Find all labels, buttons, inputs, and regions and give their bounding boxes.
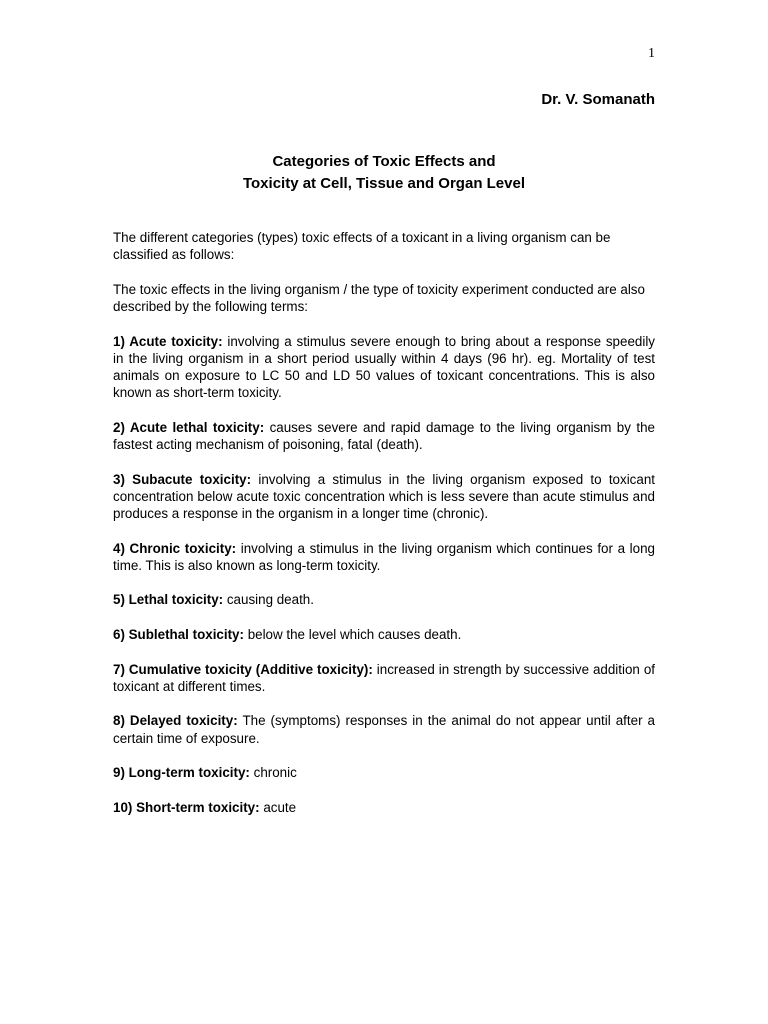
definition-text: involving a stimulus in the living organism which continues for a long time. This is also known as long-term toxicity. — [113, 540, 655, 573]
author-name: Dr. V. Somanath — [541, 91, 655, 108]
definition-subacute-toxicity — [113, 471, 655, 523]
definition-text: involving a stimulus severe enough to bring about a response speedily in the living organism in a short period usually within 4 days (96 hr). eg. Mortality of test animals on exposure to LC 50 and LD 50 values of toxicant concentrations. This is also known as short-term toxicity. — [113, 333, 655, 401]
definition-term: 1) Acute toxicity: — [113, 333, 223, 349]
definition-text: The (symptoms) responses in the animal do not appear until after a certain time of exposure. — [113, 713, 656, 746]
definition-long-term-toxicity — [113, 764, 655, 781]
title-line-1: Categories of Toxic Effects and — [272, 153, 496, 170]
definition-text: causing death. — [226, 592, 314, 608]
definition-term: 10) Short-term toxicity: — [113, 799, 260, 815]
page-number: 1 — [648, 46, 655, 61]
document-body — [113, 229, 655, 833]
definition-term: 5) Lethal toxicity: — [113, 592, 224, 608]
definition-acute-lethal-toxicity — [113, 419, 655, 453]
definition-text: chronic — [253, 765, 297, 781]
definition-short-term-toxicity — [113, 799, 655, 816]
definition-lethal-toxicity — [113, 591, 655, 608]
intro-paragraph-2: The toxic effects in the living organism / the type of toxicity experiment conducted are also described by the following terms: — [113, 281, 645, 314]
definition-delayed-toxicity — [113, 712, 655, 746]
definition-acute-toxicity — [113, 333, 655, 402]
definition-text: causes severe and rapid damage to the living organism by the fastest acting mechanism of poisoning, fatal (death). — [113, 419, 655, 452]
definition-term: 2) Acute lethal toxicity: — [113, 419, 265, 435]
definition-text: below the level which causes death. — [247, 626, 462, 642]
definition-term: 9) Long-term toxicity: — [113, 765, 250, 781]
definition-term: 4) Chronic toxicity: — [113, 540, 237, 556]
intro-paragraph-1: The different categories (types) toxic effects of a toxicant in a living organism can be classified as follows: — [113, 230, 611, 263]
definition-text: increased in strength by successive addition of toxicant at different times. — [113, 661, 655, 694]
definition-term: 7) Cumulative toxicity (Additive toxicity): — [113, 661, 373, 677]
document-title — [113, 151, 655, 195]
definition-cumulative-toxicity — [113, 661, 655, 695]
definition-term: 8) Delayed toxicity: — [113, 713, 238, 729]
definition-sublethal-toxicity — [113, 626, 655, 643]
definition-term: 6) Sublethal toxicity: — [113, 626, 244, 642]
definition-chronic-toxicity — [113, 540, 655, 574]
definition-text: acute — [263, 799, 297, 815]
definition-term: 3) Subacute toxicity: — [113, 471, 252, 487]
definition-text: involving a stimulus in the living organism exposed to toxicant concentration below acute toxic concentration which is less severe than acute stimulus and produces a response in the organism in a longer time (chronic). — [113, 471, 655, 521]
title-line-2: Toxicity at Cell, Tissue and Organ Level — [242, 175, 526, 192]
